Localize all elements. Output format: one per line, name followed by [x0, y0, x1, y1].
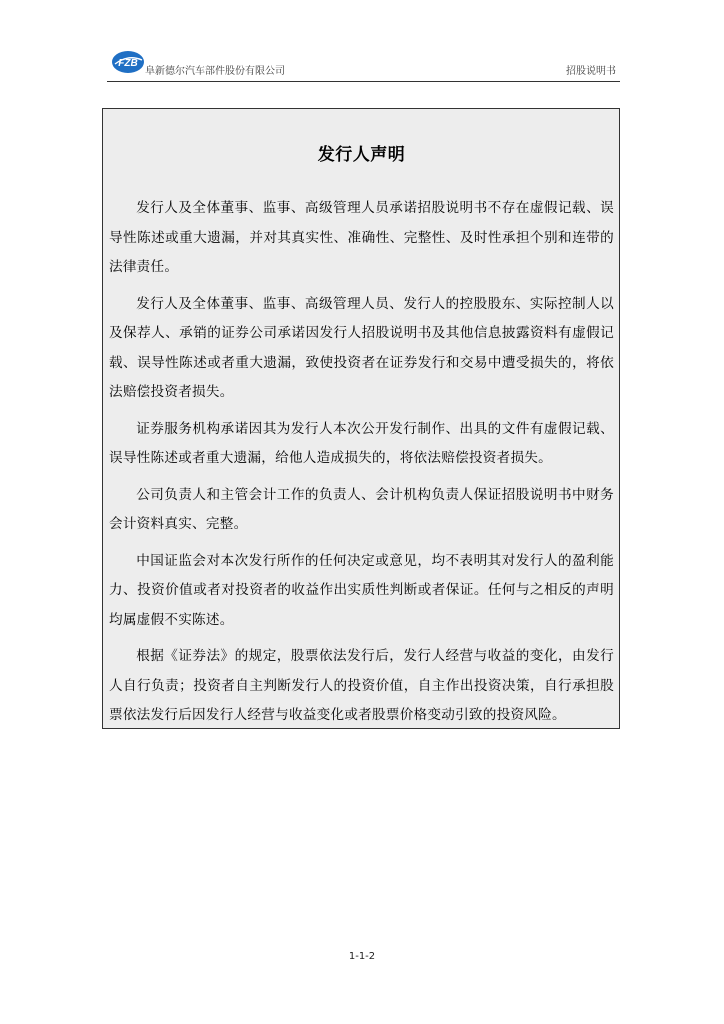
statement-paragraph: 发行人及全体董事、监事、高级管理人员、发行人的控股股东、实际控制人以及保荐人、承销的证券公司承诺因发行人招股说明书及其他信息披露资料有虚假记载、误导性陈述或者重大遗漏，致使投资者在证券发行和交易中遭受损失的，将依法赔偿投资者损失。: [109, 295, 614, 400]
logo-text: FZB: [118, 58, 138, 69]
statement-paragraph: 根据《证券法》的规定，股票依法发行后，发行人经营与收益的变化，由发行人自行负责；投资者自主判断发行人的投资价值，自主作出投资决策，自行承担股票依法发行后因发行人经营与收益变化或者股票价格变动引致的投资风险。: [109, 648, 614, 723]
statement-paragraph: 中国证监会对本次发行所作的任何决定或意见，均不表明其对发行人的盈利能力、投资价值或者对投资者的收益作出实质性判断或者保证。任何与之相反的声明均属虚假不实陈述。: [109, 552, 614, 628]
statement-paragraph: 发行人及全体董事、监事、高级管理人员承诺招股说明书不存在虚假记载、误导性陈述或重大遗漏，并对其真实性、准确性、完整性、及时性承担个别和连带的法律责任。: [109, 200, 614, 275]
statement-paragraph: 公司负责人和主管会计工作的负责人、会计机构负责人保证招股说明书中财务会计资料真实、完整。: [109, 486, 614, 532]
statement-box: [102, 108, 620, 729]
page-title: 发行人声明: [317, 145, 406, 165]
header-divider: [107, 81, 620, 82]
statement-paragraph: 证券服务机构承诺因其为发行人本次公开发行制作、出具的文件有虚假记载、误导性陈述或者重大遗漏，给他人造成损失的，将依法赔偿投资者损失。: [109, 420, 614, 466]
page-header: [103, 42, 620, 82]
company-logo: [111, 50, 145, 74]
document-name: 招股说明书: [566, 66, 616, 77]
page-number: 1-1-2: [348, 951, 376, 962]
company-name: 阜新德尔汽车部件股份有限公司: [145, 66, 285, 77]
